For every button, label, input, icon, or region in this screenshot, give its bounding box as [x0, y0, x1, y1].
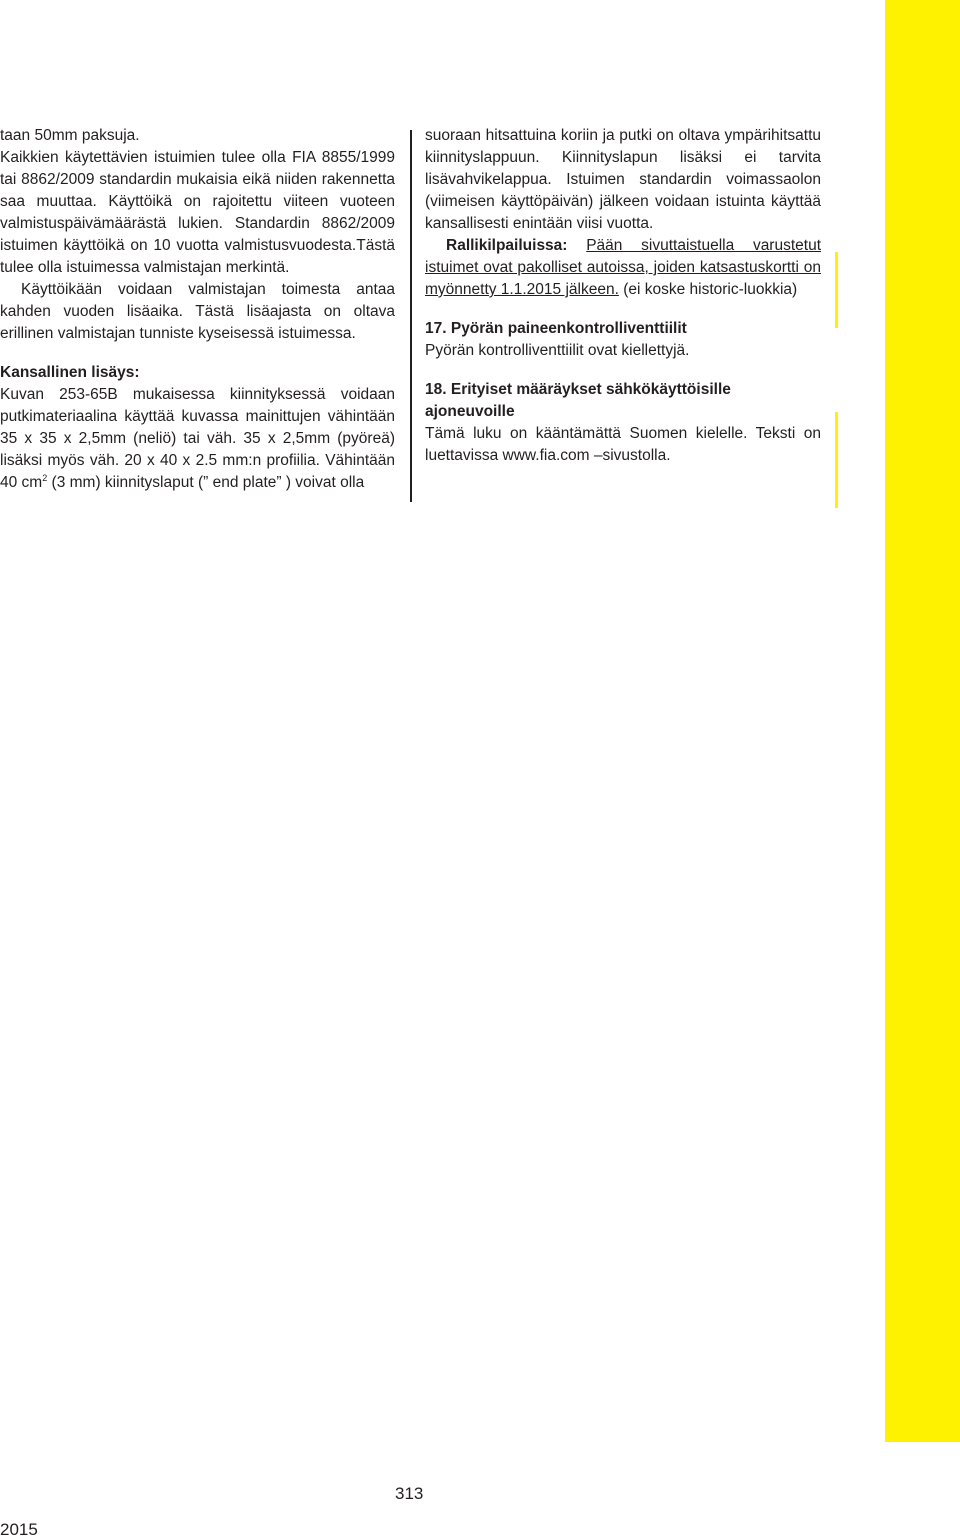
- rally-label: Rallikilpailuissa:: [446, 237, 568, 254]
- right-column: [425, 125, 821, 467]
- superscript-two: 2: [42, 473, 48, 483]
- rally-paragraph: Rallikilpailuissa: Pään sivuttaistuella varustetut istuimet ovat pakolliset autoissa, joiden katsastuskortti on myönnetty 1.1.2015 jälkeen. (ei koske historic-luokkia): [425, 237, 822, 298]
- change-bar-rally: [835, 252, 838, 328]
- section-17-heading: 17. Pyörän paineenkontrolliventtiilit: [425, 320, 687, 337]
- left-line-1: taan 50mm paksuja.: [0, 127, 140, 144]
- footer-year: 2015: [0, 1520, 38, 1539]
- section-18-text: Tämä luku on kääntämättä Suomen kielelle. Teksti on luettavissa www.fia.com –sivustolla.: [425, 425, 821, 464]
- left-column: [0, 125, 395, 494]
- section-17-text: Pyörän kontrolliventtiilit ovat kiellettyjä.: [425, 342, 690, 359]
- national-addition-heading: Kansallinen lisäys:: [0, 364, 140, 381]
- national-addition-text: Kuvan 253-65B mukaisessa kiinnityksessä voidaan putkimateriaalina käyttää kuvassa mainittujen vähintään 35 x 35 x 2,5mm (neliö) tai väh. 35 x 2,5mm (pyöreä) lisäksi myös väh. 20 x 40 x 2.5 mm:n profiilia. Vähintään 40 $cm^2$ (3 mm) kiinnityslaput (” end plate” ) voivat olla: [0, 386, 395, 491]
- yellow-margin-bar: [885, 0, 960, 1442]
- seat-extension-paragraph: Käyttöikään voidaan valmistajan toimesta antaa kahden vuoden lisäaika. Tästä lisäajasta on oltava erillinen valmistajan tunniste kyseisessä istuimessa.: [0, 281, 395, 342]
- column-divider: [410, 130, 412, 502]
- seat-standard-paragraph: Kaikkien käytettävien istuimien tulee olla FIA 8855/1999 tai 8862/2009 standardin mukaisia eikä niiden rakennetta saa muuttaa. Käyttöikä on rajoitettu viiteen vuoteen valmistuspäivämäärästä lukien. Standardin 8862/2009 istuimen käyttöikä on 10 vuotta valmistusvuodesta.Tästä tulee olla istuimessa valmistajan merkintä.: [0, 149, 395, 276]
- section-18-heading: 18. Erityiset määräykset sähkökäyttöisille ajoneuvoille: [425, 381, 731, 420]
- rally-underlined-text: Pään sivuttaistuella varustetut istuimet ovat pakolliset autoissa, joiden katsastuskortti on myönnetty 1.1.2015 jälkeen.: [425, 237, 822, 298]
- change-bar-section-18: [835, 412, 838, 508]
- page-number: 313: [395, 1484, 424, 1503]
- welding-paragraph: suoraan hitsattuina koriin ja putki on oltava ympärihitsattu kiinnityslappuun. Kiinnityslapun lisäksi ei tarvita lisävahvikelappua. Istuimen standardin voimassaolon (viimeisen käyttöpäivän) jälkeen voidaan istuinta käyttää kansallisesti enintään viisi vuotta.: [425, 127, 821, 232]
